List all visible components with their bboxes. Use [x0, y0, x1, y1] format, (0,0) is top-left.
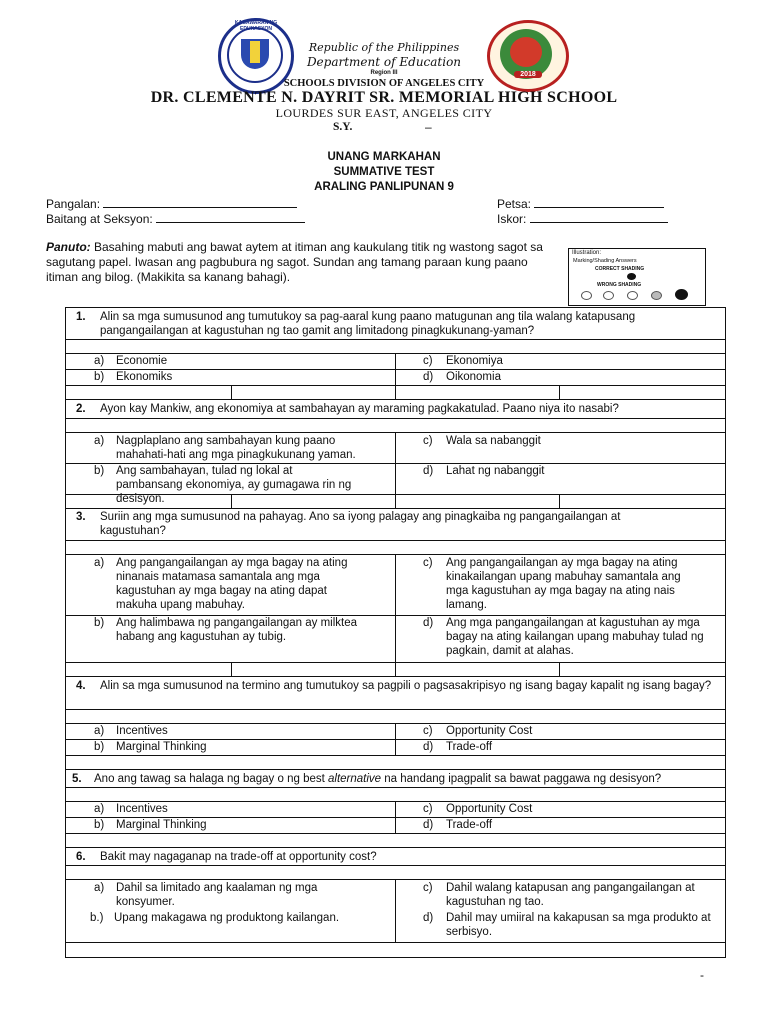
option-text: Wala sa nabanggit: [446, 435, 541, 447]
option-letter: c): [423, 557, 433, 569]
score-blank[interactable]: [530, 212, 668, 223]
subject-title: ARALING PANLIPUNAN 9: [314, 181, 454, 193]
wrong-circle-4-icon: [651, 291, 662, 300]
option-text: Oikonomia: [446, 371, 501, 383]
question-number: 5.: [72, 773, 82, 785]
wrong-circle-1-icon: [581, 291, 592, 300]
q4-spacer: [66, 755, 725, 769]
page-mark: -: [700, 968, 704, 982]
question-text-end: na handang ipagpalit sa bawat paggawa ng desisyon?: [381, 773, 662, 785]
shading-illustration: [568, 248, 706, 306]
school-address: LOURDES SUR EAST, ANGELES CITY: [275, 106, 493, 120]
option-letter: c): [423, 355, 433, 367]
option-letter: a): [94, 725, 105, 737]
option-text: Ang pangangailangan ay mga bagay na ating ninanais matamasa samantala ang mga kagustuhan ay mga bagay na ating dapat makuha upang mabuhay.: [116, 557, 348, 611]
name-blank[interactable]: [103, 197, 297, 208]
option-text: Trade-off: [446, 819, 493, 831]
illustration-label: Illustration:: [572, 250, 602, 256]
option-letter: b): [94, 617, 105, 629]
option-text: Incentives: [116, 725, 168, 737]
region-text: Region III: [370, 70, 398, 76]
question-text: Bakit may nagaganap na trade-off at opportunity cost?: [100, 851, 377, 863]
score-label: Iskor:: [497, 212, 527, 226]
grade-section-blank[interactable]: [156, 212, 305, 223]
option-text: Dahil walang katapusan ang pangangailangan at kagustuhan ng tao.: [446, 882, 695, 908]
school-name: DR. CLEMENTE N. DAYRIT SR. MEMORIAL HIGH SCHOOL: [150, 89, 618, 106]
question-text: Ayon kay Mankiw, ang ekonomiya at sambahayan ay maraming pagkakatulad. Paano niya ito nasabi?: [100, 403, 619, 415]
wrong-circle-3-icon: [627, 291, 638, 300]
option-letter: b): [94, 465, 105, 477]
option-letter: d): [423, 371, 434, 383]
option-letter: d): [423, 741, 434, 753]
option-text: Ang sambahayan, tulad ng lokal at pambansang ekonomiya, ay gumagawa rin ng desisyon.: [116, 465, 352, 505]
question-text-emphasis: alternative: [328, 773, 382, 785]
option-letter: d): [423, 912, 434, 924]
option-letter: a): [94, 803, 105, 815]
option-text: Dahil may umiiral na kakapusan sa mga produkto at serbisyo.: [446, 912, 711, 938]
republic-text: Republic of the Philippines: [308, 41, 460, 54]
option-text: Dahil sa limitado ang kaalaman ng mga konsyumer.: [116, 882, 318, 908]
option-letter: b.): [90, 912, 104, 924]
question-text: Alin sa mga sumusunod na termino ang tumutukoy sa pagpili o pagsasakripisyo ng isang bagay kapalit ng isang bagay?: [100, 680, 712, 692]
illustration-heading: Marking/Shading Answers: [573, 258, 637, 264]
grade-section-field[interactable]: [46, 212, 305, 226]
option-letter: a): [94, 882, 105, 894]
option-letter: c): [423, 435, 433, 447]
quarter-title: UNANG MARKAHAN: [327, 151, 441, 163]
option-text: Ang mga pangangailangan at kagustuhan ay mga bagay na ating kailangan upang mabuhay tulad ng pagkain, damit at alahas.: [446, 617, 704, 657]
question-number: 3.: [76, 511, 86, 523]
option-text: Upang makagawa ng produktong kailangan.: [114, 912, 340, 924]
wrong-shading-label: WRONG SHADING: [597, 282, 642, 288]
option-text: Ang halimbawa ng pangangailangan ay milktea habang ang kagustuhan ay tubig.: [116, 617, 358, 643]
question-number: 4.: [76, 680, 86, 692]
name-label: Pangalan:: [46, 197, 101, 211]
option-letter: c): [423, 803, 433, 815]
option-text: Trade-off: [446, 741, 493, 753]
option-letter: d): [423, 617, 434, 629]
option-text: Opportunity Cost: [446, 725, 533, 737]
correct-shading-label: CORRECT SHADING: [595, 266, 645, 272]
option-letter: a): [94, 355, 105, 367]
question-number: 2.: [76, 403, 86, 415]
option-letter: b): [94, 371, 105, 383]
score-field[interactable]: [497, 212, 668, 226]
left-seal-text: KAGAWARAN NG EDUKASYON: [234, 20, 278, 32]
grade-section-label: Baitang at Seksyon:: [46, 212, 153, 226]
correct-dot-icon: [627, 273, 636, 280]
option-text: Marginal Thinking: [116, 741, 207, 753]
option-letter: a): [94, 557, 105, 569]
question-number: 6.: [76, 851, 86, 863]
date-label: Petsa:: [497, 197, 532, 211]
question-text-start: Ano ang tawag sa halaga ng bagay o ng best: [94, 773, 329, 785]
sy-label: S.Y.: [333, 121, 353, 133]
option-text: Incentives: [116, 803, 168, 815]
question-table: [65, 307, 726, 958]
question-text: Suriin ang mga sumusunod na pahayag. Ano sa iyong palagay ang pinagkaiba ng pangangailangan at kagustuhan?: [100, 511, 621, 537]
date-field[interactable]: [497, 197, 664, 211]
option-letter: a): [94, 435, 105, 447]
name-field[interactable]: [46, 197, 297, 211]
option-letter: b): [94, 819, 105, 831]
option-text: Nagplaplano ang sambahayan kung paano mahahati-hati ang mga pinagkukunang yaman.: [116, 435, 356, 461]
question-number: 1.: [76, 311, 86, 323]
right-seal-year: 2018: [514, 71, 542, 78]
option-letter: b): [94, 741, 105, 753]
option-text: Opportunity Cost: [446, 803, 533, 815]
option-text: Economie: [116, 355, 168, 367]
option-letter: c): [423, 882, 433, 894]
date-blank[interactable]: [534, 197, 664, 208]
test-title: SUMMATIVE TEST: [333, 166, 435, 178]
wrong-circle-2-icon: [603, 291, 614, 300]
wrong-circle-5-icon: [675, 289, 688, 300]
instructions-text: Basahing mabuti ang bawat aytem at itiman ang kaukulang titik ng wastong sagot sa sagutang papel. Iwasan ang pagbubura ng sagot. Sundan ang tamang paraan kung paano itiman ang bilog. (Makikita sa kanang bahagi).: [46, 240, 543, 284]
option-text: Ang pangangailangan ay mga bagay na ating kinakailangan upang mabuhay samantala ang mga kagustuhan ay mga bagay na ating nais lamang.: [446, 557, 681, 611]
option-text: Ekonomiya: [446, 355, 503, 367]
option-text: Ekonomiks: [116, 371, 173, 383]
option-letter: d): [423, 465, 434, 477]
option-text: Marginal Thinking: [116, 819, 207, 831]
instructions: [46, 240, 551, 285]
instructions-label: Panuto:: [46, 240, 91, 254]
department-text: Department of Education: [306, 55, 462, 69]
question-text: Alin sa mga sumusunod ang tumutukoy sa pag-aaral kung paano matugunan ang tila walang katapusang pangangailangan at kagustuhan ng tao gamit ang limitadong pinagkukunang-yaman?: [100, 311, 636, 337]
option-letter: c): [423, 725, 433, 737]
sy-dash: –: [425, 120, 432, 134]
division-text: SCHOOLS DIVISION OF ANGELES CITY: [283, 78, 485, 89]
option-text: Lahat ng nabanggit: [446, 465, 545, 477]
option-letter: d): [423, 819, 434, 831]
